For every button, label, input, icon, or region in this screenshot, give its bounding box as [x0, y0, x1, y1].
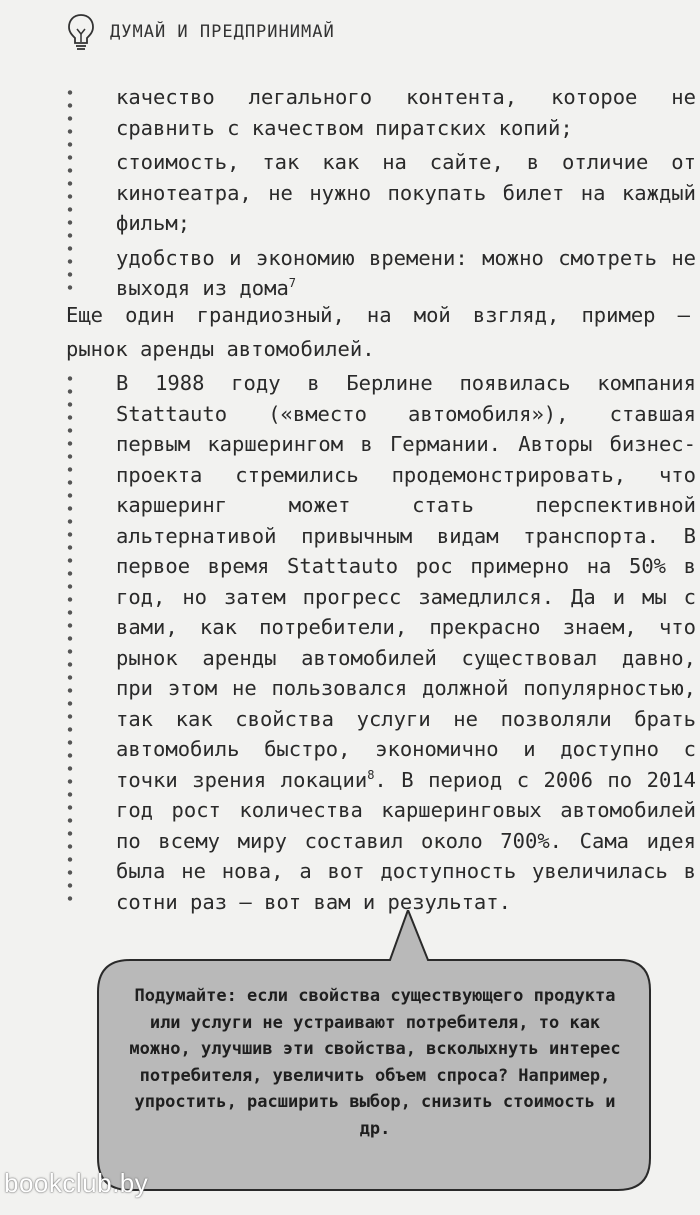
list-item-convenience — [116, 243, 696, 304]
example-block — [66, 368, 696, 914]
callout-text: Подумайте: если свойства существующего продукта или услуги не устраивают потребителя, то как можно, улучшив эти свойства, всколыхнуть интерес потребителя, увеличить объем спроса? Например, упростить, расширить выбор, снизить стоимость и др. — [129, 986, 621, 1139]
list-item-convenience-text: удобство и экономию времени: можно смотреть не выходя из дома — [116, 245, 696, 300]
dotted-rule — [66, 82, 74, 292]
example-text-part2: . В период с 2006 по 2014 год рост количества каршеринговых автомобилей по всему миру составил около 700%. Сама идея была не нова, а вот доступность увеличилась в сотни раз — вот вам и результат. — [116, 767, 696, 914]
watermark-logo: bookclub.by — [4, 1168, 149, 1198]
footnote-ref-8: 8 — [367, 767, 375, 782]
header-title: ДУМАЙ И ПРЕДПРИНИМАЙ — [110, 22, 335, 42]
lightbulb-icon — [66, 12, 96, 52]
example-text — [116, 368, 696, 917]
body-paragraph: Еще один грандиозный, на мой взгляд, пример – рынок аренды автомобилей. — [66, 303, 690, 361]
list-item-cost: стоимость, так как на сайте, в отличие от кинотеатра, не нужно покупать билет на каждый фильм; — [116, 150, 696, 235]
callout-bubble — [90, 910, 660, 1195]
dotted-rule — [66, 368, 74, 908]
footnote-ref-7: 7 — [288, 276, 297, 290]
example-text-part1: В 1988 году в Берлине появилась компания Stattauto («вместо автомобиля»), ставшая первым каршерингом в Германии. Авторы бизнес-проекта стремились продемонстрировать, что каршеринг может стать перспективной альтернативой привычным видам транспорта. В первое время Stattauto рос примерно на 50% в год, но затем прогресс замедлился. Да и мы с вами, как потребители, прекрасно знаем, что рынок аренды автомобилей существовал давно, при этом не пользовался должной популярностью, так как свойства услуги не позволяли брать автомобиль быстро, экономично и доступно с точки зрения локации — [116, 371, 696, 792]
bullet-list — [66, 82, 696, 300]
running-header — [66, 10, 335, 54]
list-item-quality: качество легального контента, которое не сравнить с качеством пиратских копий; — [116, 85, 696, 140]
